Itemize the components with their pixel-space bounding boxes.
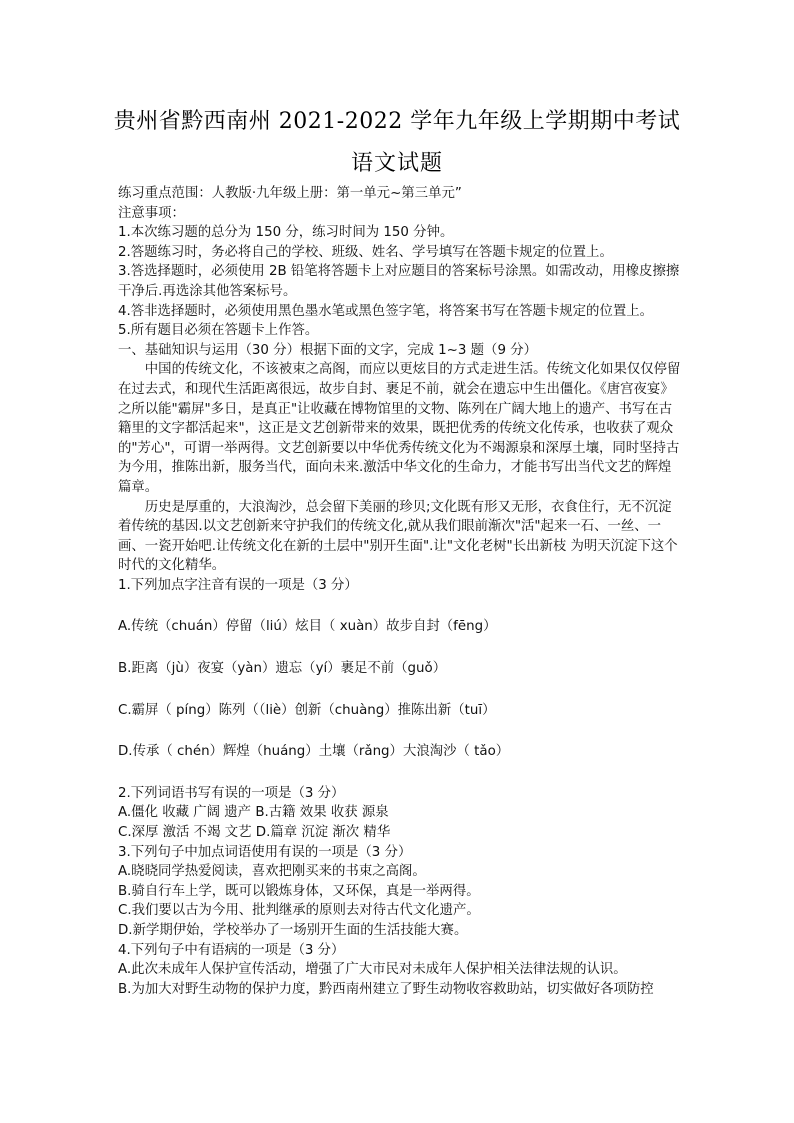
notice-heading: 注意事项： — [118, 205, 185, 221]
question-1-option-d: D.传承（ chén）辉煌（huáng）土壤（rǎng）大浪淘沙（ tǎo） — [118, 744, 510, 760]
section-heading: 一、基础知识与运用（30 分）根据下面的文字，完成 1~3 题（9 分） — [118, 342, 537, 358]
exam-title: 贵州省黔西南州 2021-2022 学年九年级上学期期中考试 — [113, 109, 681, 134]
exam-subtitle: 语文试题 — [350, 151, 443, 176]
notice-item: 5.所有题目必须在答题卡上作答。 — [118, 323, 319, 339]
question-4-option-a: A.此次未成年人保护宣传活动，增强了广大市民对未成年人保护相关法律法规的认识。 — [118, 962, 627, 978]
question-1-option-b: B.距离（jù）夜宴（yàn）遗忘（yí）裹足不前（guǒ） — [118, 661, 447, 677]
notice-item: 2.答题练习时，务必将自己的学校、班级、姓名、学号填写在答题卡规定的位置上。 — [118, 244, 613, 260]
notice-item: 3.答选择题时，必须使用 2B 铅笔将答题卡上对应题目的答案标号涂黑。如需改动，用橡皮擦擦干净后.再选涂其他答案标号。 — [118, 264, 680, 299]
practice-scope: 练习重点范围：人教版·九年级上册：第一单元~第三单元” — [118, 186, 462, 201]
question-4-stem: 4.下列句子中有语病的一项是（3 分） — [118, 942, 345, 958]
question-2-options-cd: C.深厚 激活 不竭 文艺 D.篇章 沉淀 渐次 精华 — [118, 825, 391, 841]
question-3-option-d: D.新学期伊始，学校举办了一场别开生面的生活技能大赛。 — [118, 923, 468, 938]
question-2-options-ab: A.僵化 收藏 广阔 遗产 B.古籍 效果 收获 源泉 — [118, 805, 389, 821]
passage-paragraph: 中国的传统文化，不该被束之高阁，而应以更炫目的方式走进生活。传统文化如果仅仅停留在过去式，和现代生活距离很远，故步自封、裹足不前，就会在遗忘中生出僵化。《唐宫夜宴》之所以能"霸屏"多日，是真正"让收藏在博物馆里的文物、陈列在广阔大地上的遗产、书写在古籍里的文字都活起来"，这正是文艺创新带来的效果，既把优秀的传统文化传承，也收获了观众的"芳心"，可谓一举两得。文艺创新要以中华优秀传统文化为不竭源泉和深厚土壤，同时坚持古为今用，推陈出新，服务当代，面向未来.激活中华文化的生命力，才能书写出当代文艺的辉煌篇章。 — [118, 362, 681, 495]
question-3-option-c: C.我们要以古为今用、批判继承的原则去对待古代文化遗产。 — [118, 903, 480, 919]
question-1-option-c: C.霸屏（ píng）陈列（（liè）创新（chuàng）推陈出新（tuī） — [118, 702, 496, 718]
question-3-option-a: A.晓晓同学热爱阅读，喜欢把刚买来的书束之高阁。 — [118, 864, 426, 880]
question-3-option-b: B.骑自行车上学，既可以锻炼身体，又环保，真是一举两得。 — [118, 883, 480, 899]
question-3-stem: 3.下列句子中加点词语使用有误的一项是（3 分） — [118, 844, 412, 860]
question-2-stem: 2.下列词语书写有误的一项是（3 分） — [118, 785, 345, 801]
question-1-stem: 1.下列加点字注音有误的一项是（3 分） — [118, 577, 358, 593]
notice-item: 1.本次练习题的总分为 150 分，练习时间为 150 分钟。 — [118, 225, 454, 241]
question-4-option-b: B.为加大对野生动物的保护力度，黔西南州建立了野生动物收容救助站，切实做好各项防控 — [118, 981, 654, 997]
passage-paragraph: 历史是厚重的，大浪淘沙，总会留下美丽的珍贝;文化既有形又无形，衣食住行，无不沉淀着传统的基因.以文艺创新来守护我们的传统文化,就从我们眼前渐次"活"起来一石、一丝、一画、一瓷开始吧.让传统文化在新的土层中"别开生面".让"文化老树"长出新枝 为明天沉淀下这个时代的文化精华。 — [118, 499, 678, 574]
exam-body — [118, 184, 683, 999]
question-1-option-a: A.传统（chuán）停留（liú）炫目（ xuàn）故步自封（fēng） — [118, 619, 497, 635]
notice-item: 4.答非选择题时，必须使用黑色墨水笔或黑色签字笔，将答案书写在答题卡规定的位置上。 — [118, 303, 654, 319]
